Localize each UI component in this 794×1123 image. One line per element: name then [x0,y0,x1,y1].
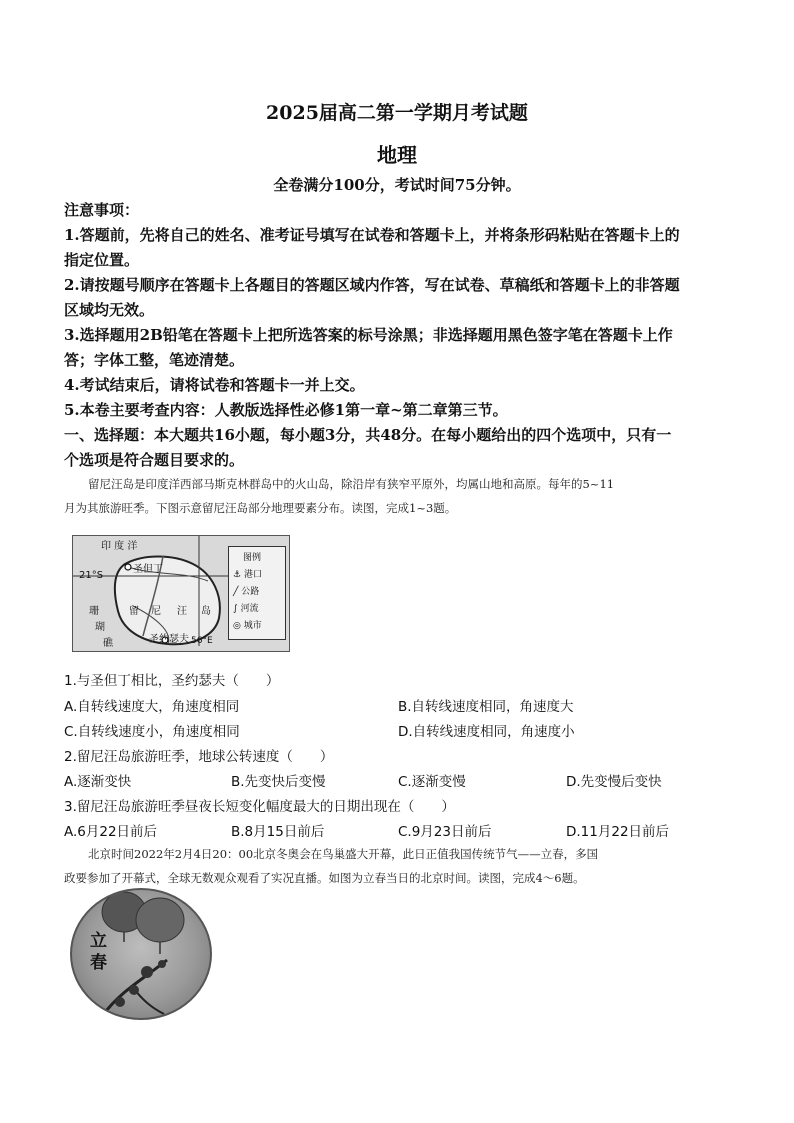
note-line: 5.本卷主要考查内容：人教版选择性必修1第一章~第二章第三节。 [64,401,508,419]
subject-title: 地理 [377,143,417,167]
option-a: A.自转线速度大，角速度相同 [64,699,240,715]
ocean-label: 印 度 洋 [101,541,138,552]
option-c: C.9月23日前后 [398,824,492,840]
note-line: 1.答题前，先将自己的姓名、准考证号填写在试卷和答题卡上，并将条形码粘贴在答题卡上的 [64,226,680,244]
reunion-map [72,535,290,652]
option-d: D.自转线速度相同，角速度小 [398,724,575,740]
option-d: D.先变慢后变快 [566,774,662,790]
passage-line: 留尼汪岛是印度洋西部马斯克林群岛中的火山岛，除沿岸有狭窄平原外，均属山地和高原。每年的5~11 [88,477,615,491]
option-d: D.11月22日前后 [566,824,670,840]
note-line: 2.请按题号顺序在答题卡上各题目的答题区域内作答，写在试卷、草稿纸和答题卡上的非答题 [64,276,680,294]
legend-port-item [233,567,262,580]
map-legend [228,546,286,640]
notes-heading: 注意事项： [64,201,140,219]
city-icon: ◎ [233,621,241,631]
note-line: 4.考试结束后，请将试卷和答题卡一并上交。 [64,376,365,394]
section-heading: 个选项是符合题目要求的。 [64,451,245,469]
passage-line: 政要参加了开幕式，全球无数观众观看了实况直播。如图为立春当日的北京时间。读图，完成4～6题。 [64,871,585,885]
city-south-label: 圣约瑟夫 [149,634,189,645]
island-char: 留 [129,606,139,617]
reef-char: 瑚 [95,622,105,633]
option-b: B.先变快后变慢 [231,774,326,790]
option-b: B.8月15日前后 [231,824,325,840]
road-icon: ╱ [233,587,239,597]
legend-item-label: 城市 [243,621,262,631]
legend-river-item [233,601,259,614]
latitude-label: 21°S [79,570,104,581]
question-stem: 3.留尼汪岛旅游旺季昼夜长短变化幅度最大的日期出现在（ ） [64,799,455,815]
river-icon: ∫ [233,604,238,614]
legend-item-label: 河流 [240,604,259,614]
legend-city-item [233,618,262,631]
option-a: A.6月22日前后 [64,824,158,840]
exam-title: 2025届高二第一学期月考试题 [266,102,528,124]
island-char: 岛 [201,606,211,617]
reef-char: 礁 [103,638,113,649]
section-heading: 一、选择题：本大题共16小题，每小题3分，共48分。在每小题给出的四个选项中，只有一 [64,426,672,444]
option-c: C.自转线速度小，角速度相同 [64,724,240,740]
lichun-figure [70,888,212,1020]
island-char: 尼 [151,606,161,617]
legend-item-label: 公路 [241,587,260,597]
passage-line: 月为其旅游旺季。下图示意留尼汪岛部分地理要素分布。读图，完成1~3题。 [64,501,457,515]
score-line: 全卷满分100分，考试时间75分钟。 [273,176,521,194]
option-c: C.逐渐变慢 [398,774,466,790]
option-b: B.自转线速度相同，角速度大 [398,699,574,715]
reef-char: 珊 [89,606,99,617]
option-a: A.逐渐变快 [64,774,132,790]
island-char: 汪 [177,606,187,617]
anchor-icon: ⚓ [233,570,242,580]
passage-line: 北京时间2022年2月4日20：00北京冬奥会在鸟巢盛大开幕，此日正值我国传统节气——立春，多国 [88,847,599,861]
note-line: 指定位置。 [64,251,140,269]
note-line: 区域均无效。 [64,301,155,319]
legend-road-item [233,584,259,597]
question-stem: 1.与圣但丁相比，圣约瑟夫（ ） [64,673,280,689]
note-line: 答；字体工整，笔迹清楚。 [64,351,245,369]
city-north-label: 圣但丁 [133,564,163,575]
note-line: 3.选择题用2B铅笔在答题卡上把所选答案的标号涂黑；非选择题用黑色签字笔在答题卡上作 [64,326,673,344]
legend-title: 图例 [243,553,262,563]
legend-item-label: 港口 [243,570,262,580]
question-stem: 2.留尼汪岛旅游旺季，地球公转速度（ ） [64,749,334,765]
lichun-text: 立春 [90,931,107,973]
longitude-label: 56°E [191,636,213,646]
